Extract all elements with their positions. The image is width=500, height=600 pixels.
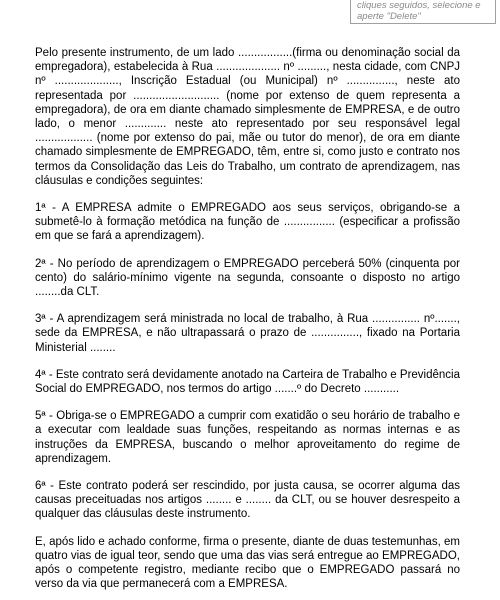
- hint-tooltip: [350, 0, 496, 24]
- clause-6: 6ª - Este contrato poderá ser rescindido, por justa causa, se ocorrer alguma das causas preceituadas nos artigos ........ e ........ da CLT, ou se houver desrespeito a qualquer das cláusulas deste instrumento.: [35, 480, 460, 521]
- clause-2: 2ª - No período de aprendizagem o EMPREGADO perceberá 50% (cinquenta por cento) do salário-mínimo vigente na segunda, consoante o disposto no artigo ........da CLT.: [35, 257, 460, 299]
- contract-document: [35, 46, 460, 592]
- clause-5: 5ª - Obriga-se o EMPREGADO a cumprir com exatidão o seu horário de trabalho e a executar com lealdade suas funções, respeitando as normas internas e as instruções da EMPRESA, buscando o melhor aproveitamento do regime de aprendizagem.: [35, 410, 460, 465]
- clause-3: 3ª - A aprendizagem será ministrada no local de trabalho, à Rua ............... nº......., sede da EMPRESA, e não ultrapassará o prazo de ..............., fixado na Portaria Ministerial ........: [35, 313, 460, 354]
- contract-preamble: Pelo presente instrumento, de um lado .................(firma ou denominação social da empregadora), estabelecida à Rua .................... nº ........., nesta cidade, com CNPJ nº ...................., Inscrição Estadual (ou Municipal) nº ..............., neste ato representada por ........................... (nome por extenso de quem representa a empregadora), de ora em diante chamado simplesmente de EMPRESA, e de outro lado, o menor ............. neste ato representado por seu responsável legal .................. (nome por extenso do pai, mãe ou tutor do menor), de ora em diante chamado simplesmente de EMPREGADO, têm, entre si, como justo e contrato nos termos da Consolidação das Leis do Trabalho, um contrato de aprendizagem, nas cláusulas e condições seguintes:: [35, 47, 460, 187]
- contract-closing: E, após lido e achado conforme, firma o presente, diante de duas testemunhas, em quatro vias de igual teor, sendo que uma das vias será entregue ao EMPREGADO, após o competente registro, mediante recibo que o EMPREGADO passará no verso da via que permanecerá com a EMPRESA.: [35, 535, 460, 591]
- clause-1: 1ª - A EMPRESA admite o EMPREGADO aos seus serviços, obrigando-se a submetê-lo à formação metódica na função de ................ (especificar a profissão em que se fará a aprendizagem).: [35, 202, 460, 243]
- hint-tooltip-text: cliques seguidos, selecione e aperte "Delete": [357, 0, 481, 22]
- clause-4: 4ª - Este contrato será devidamente anotado na Carteira de Trabalho e Previdência Social do EMPREGADO, nos termos do artigo .......º do Decreto ...........: [35, 368, 460, 396]
